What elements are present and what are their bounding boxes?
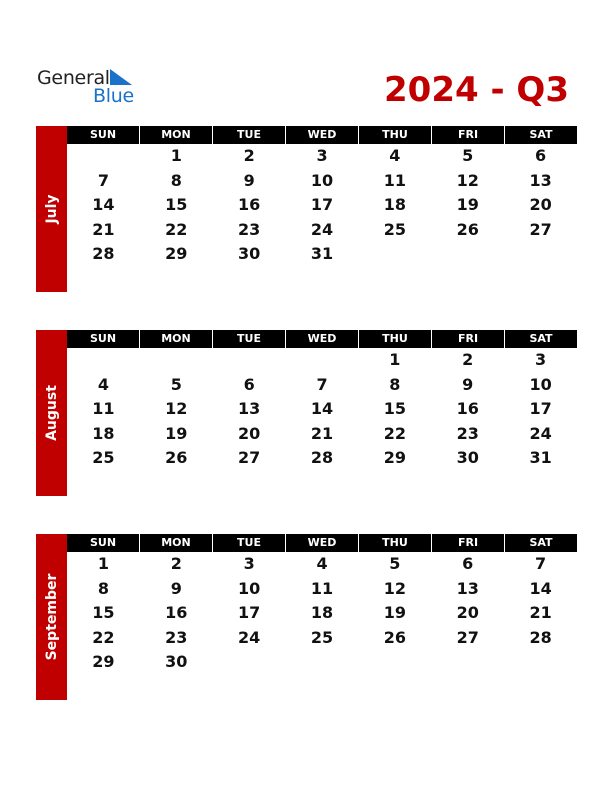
weekday-header: SAT [505, 330, 577, 348]
weekday-header-row [67, 330, 577, 348]
day-cell [504, 242, 577, 267]
day-cell: 31 [310, 244, 334, 263]
day-cell [358, 267, 431, 292]
day-cell [67, 144, 140, 169]
day-cell: 11 [383, 170, 406, 190]
day-cell: 6 [535, 146, 547, 165]
day-cell [213, 348, 286, 373]
day-cell [358, 650, 431, 675]
weekday-header: SUN [67, 330, 140, 348]
weekday-header: FRI [432, 126, 505, 144]
day-cell [431, 267, 504, 292]
day-cell: 11 [310, 578, 334, 598]
weekday-header: TUE [213, 330, 286, 348]
day-cell: 23 [238, 219, 261, 239]
day-cell [67, 471, 140, 496]
weekday-header: SAT [505, 126, 577, 144]
week-row [67, 169, 577, 194]
month-grid [67, 330, 577, 495]
month-block [36, 534, 577, 700]
month-label-bar [36, 126, 67, 292]
week-row [67, 193, 577, 218]
day-cell [431, 242, 504, 267]
day-cell: 5 [462, 146, 474, 165]
logo-word-blue: Blue [93, 85, 134, 107]
weekday-header: SUN [67, 126, 140, 144]
weekday-header: FRI [432, 330, 505, 348]
month-grid [67, 126, 577, 291]
day-cell: 18 [92, 423, 115, 443]
day-cell: 9 [462, 374, 474, 394]
week-row [67, 348, 577, 373]
week-row [67, 242, 577, 267]
day-cell: 4 [316, 554, 328, 573]
week-row [67, 626, 577, 651]
weekday-header: MON [140, 330, 213, 348]
day-cell: 7 [535, 554, 547, 573]
day-cell: 18 [310, 603, 334, 622]
day-cell: 8 [389, 374, 401, 394]
week-row [67, 471, 577, 496]
day-cell: 28 [529, 627, 552, 647]
day-cell: 23 [165, 627, 188, 647]
weekday-header: THU [359, 330, 432, 348]
week-row [67, 675, 577, 700]
day-cell: 3 [535, 350, 547, 369]
day-cell: 26 [383, 627, 406, 647]
day-cell: 15 [383, 399, 406, 418]
day-cell [213, 650, 286, 675]
day-cell: 24 [310, 219, 334, 239]
day-cell: 15 [165, 195, 188, 214]
day-cell: 19 [456, 195, 479, 214]
day-cell: 1 [389, 350, 401, 369]
month-label-bar [36, 330, 67, 496]
day-cell: 11 [92, 399, 115, 418]
day-cell: 6 [462, 554, 474, 573]
day-cell: 30 [238, 244, 261, 263]
weekday-header: TUE [213, 126, 286, 144]
day-cell: 24 [238, 627, 261, 647]
week-row [67, 373, 577, 398]
day-cell: 8 [97, 578, 109, 598]
day-cell: 12 [456, 170, 479, 190]
day-cell: 19 [383, 603, 406, 622]
day-cell: 26 [456, 219, 479, 239]
day-cell: 9 [170, 578, 182, 598]
day-cell: 22 [165, 219, 188, 239]
month-name: September [43, 573, 60, 661]
day-cell: 4 [389, 146, 401, 165]
day-cell: 26 [165, 448, 188, 467]
day-cell: 29 [165, 244, 188, 263]
weekday-header-row [67, 534, 577, 552]
month-block [36, 126, 577, 292]
day-cell: 21 [92, 219, 115, 239]
logo-word-general: General [37, 67, 110, 89]
day-cell: 12 [165, 399, 188, 418]
day-cell: 14 [92, 195, 115, 214]
month-grid [67, 534, 577, 699]
day-cell: 24 [529, 423, 552, 443]
day-cell: 13 [529, 170, 552, 190]
brand-logo [37, 66, 137, 106]
day-cell [140, 267, 213, 292]
day-cell [504, 471, 577, 496]
week-row [67, 446, 577, 471]
week-row [67, 577, 577, 602]
day-cell [67, 348, 140, 373]
day-cell: 19 [165, 423, 188, 443]
day-cell: 20 [529, 195, 552, 214]
day-cell [140, 471, 213, 496]
day-cell [431, 650, 504, 675]
week-row [67, 422, 577, 447]
day-cell: 5 [170, 374, 182, 394]
day-cell: 18 [383, 195, 406, 214]
day-cell [504, 675, 577, 700]
day-cell: 21 [310, 423, 334, 443]
day-cell: 22 [92, 627, 115, 647]
weekday-header: WED [286, 534, 359, 552]
day-cell [286, 471, 359, 496]
day-cell: 31 [529, 448, 552, 467]
month-label-bar [36, 534, 67, 700]
day-cell: 14 [529, 578, 552, 598]
day-cell [140, 348, 213, 373]
day-cell: 16 [165, 603, 188, 622]
day-cell: 10 [238, 578, 261, 598]
week-row [67, 601, 577, 626]
day-cell: 3 [316, 146, 328, 165]
day-cell: 10 [310, 170, 334, 190]
weekday-header: FRI [432, 534, 505, 552]
week-row [67, 144, 577, 169]
day-cell: 8 [170, 170, 182, 190]
day-cell [213, 267, 286, 292]
day-cell: 25 [310, 627, 334, 647]
day-cell [431, 675, 504, 700]
month-block [36, 330, 577, 496]
day-cell: 1 [170, 146, 182, 165]
weekday-header: TUE [213, 534, 286, 552]
day-cell: 29 [92, 652, 115, 671]
weekday-header: SUN [67, 534, 140, 552]
weekday-header: MON [140, 126, 213, 144]
day-cell: 15 [92, 603, 115, 622]
day-cell: 7 [316, 374, 328, 394]
day-cell: 23 [456, 423, 479, 443]
day-cell [140, 675, 213, 700]
day-cell: 25 [383, 219, 406, 239]
day-cell: 1 [97, 554, 109, 573]
weekday-header: THU [359, 126, 432, 144]
day-cell [286, 267, 359, 292]
weekday-header-row [67, 126, 577, 144]
day-cell: 9 [243, 170, 255, 190]
day-cell: 17 [238, 603, 261, 622]
day-cell: 30 [456, 448, 479, 467]
day-cell: 7 [97, 170, 109, 190]
day-cell [213, 471, 286, 496]
day-cell: 13 [238, 399, 261, 418]
weekday-header: THU [359, 534, 432, 552]
month-name: August [43, 385, 60, 441]
day-cell [431, 471, 504, 496]
day-cell [213, 675, 286, 700]
day-cell: 3 [243, 554, 255, 573]
day-cell: 2 [170, 554, 182, 573]
day-cell [358, 675, 431, 700]
day-cell [358, 471, 431, 496]
day-cell: 16 [238, 195, 261, 214]
day-cell: 5 [389, 554, 401, 573]
day-cell: 28 [92, 244, 115, 263]
day-cell: 2 [243, 146, 255, 165]
day-cell: 2 [462, 350, 474, 369]
weekday-header: MON [140, 534, 213, 552]
week-row [67, 218, 577, 243]
day-cell: 6 [243, 374, 255, 394]
day-cell: 27 [529, 219, 552, 239]
day-cell: 20 [456, 603, 479, 622]
day-cell [286, 348, 359, 373]
day-cell: 4 [97, 374, 109, 394]
day-cell: 28 [310, 448, 334, 467]
weekday-header: SAT [505, 534, 577, 552]
page-title: 2024 - Q3 [384, 70, 569, 110]
day-cell: 27 [456, 627, 479, 647]
day-cell: 14 [310, 399, 334, 418]
day-cell: 12 [383, 578, 406, 598]
day-cell: 30 [165, 652, 188, 671]
day-cell: 21 [529, 603, 552, 622]
day-cell: 22 [383, 423, 406, 443]
day-cell [358, 242, 431, 267]
day-cell [286, 675, 359, 700]
weekday-header: WED [286, 330, 359, 348]
day-cell: 20 [238, 423, 261, 443]
day-cell: 17 [529, 399, 552, 418]
week-row [67, 397, 577, 422]
day-cell [504, 650, 577, 675]
day-cell: 13 [456, 578, 479, 598]
day-cell: 27 [238, 448, 261, 467]
blue-flag-triangle-icon [110, 69, 132, 85]
week-row [67, 650, 577, 675]
day-cell: 29 [383, 448, 406, 467]
day-cell: 17 [310, 195, 334, 214]
day-cell [67, 267, 140, 292]
day-cell: 10 [529, 374, 552, 394]
day-cell [286, 650, 359, 675]
day-cell: 16 [456, 399, 479, 418]
day-cell: 25 [92, 448, 115, 467]
weekday-header: WED [286, 126, 359, 144]
month-name: July [43, 194, 60, 224]
week-row [67, 552, 577, 577]
day-cell [67, 675, 140, 700]
day-cell [504, 267, 577, 292]
week-row [67, 267, 577, 292]
